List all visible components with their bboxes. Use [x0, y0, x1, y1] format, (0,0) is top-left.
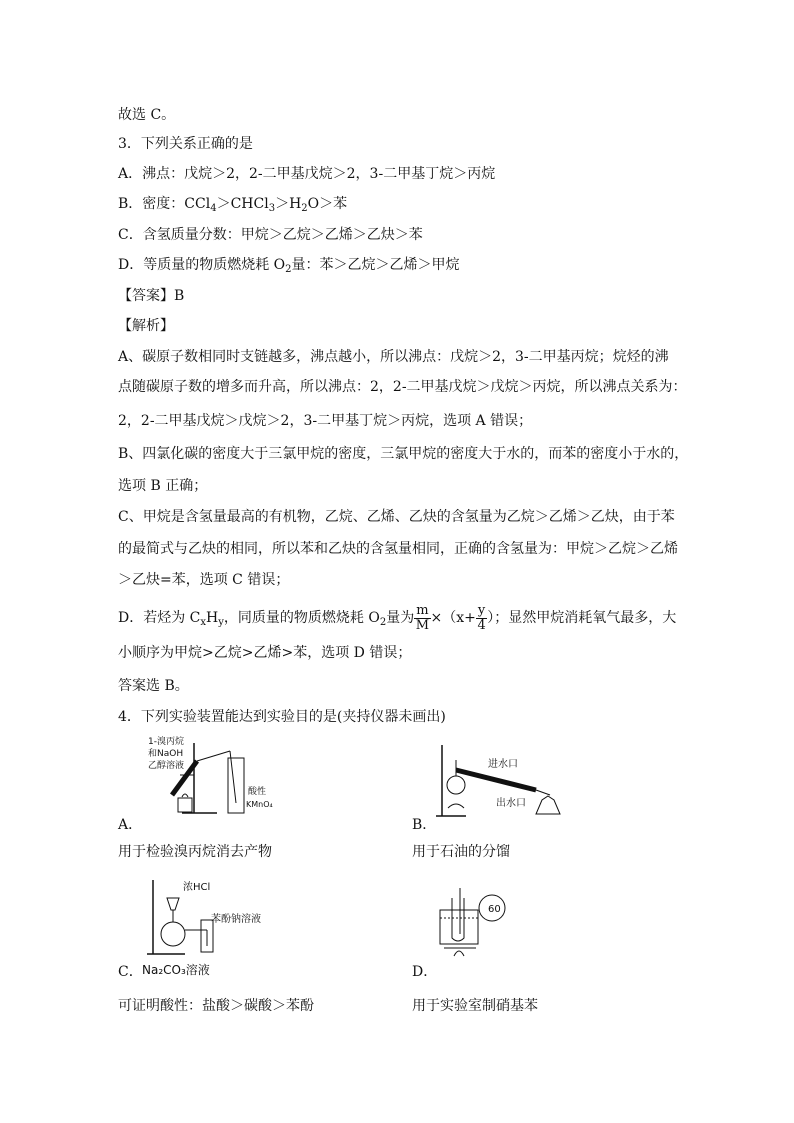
- denominator: M: [415, 617, 430, 633]
- figure-d-letter: D．: [412, 964, 438, 980]
- text: ＞CHCl: [216, 196, 269, 212]
- option-a: A．沸点：戊烷＞2，2-二甲基戊烷＞2，3-二甲基丁烷＞丙烷: [118, 166, 496, 182]
- subscript: x: [200, 617, 207, 628]
- numerator: y: [477, 602, 486, 618]
- option-b: [118, 193, 347, 220]
- analysis-line: 选项 B 正确；: [118, 478, 208, 494]
- figure-b-caption: 用于石油的分馏: [412, 844, 510, 860]
- fraction-m-over-M: [414, 604, 430, 633]
- figure-a-label: 酸性: [248, 787, 267, 797]
- text-line: 故选 C。: [118, 107, 176, 123]
- figure-a-letter: A．: [118, 817, 143, 833]
- figure-d-apparatus: [436, 886, 506, 966]
- subscript: 4: [210, 203, 217, 214]
- text: ，同质量的物质燃烧耗 O: [223, 610, 380, 626]
- subscript: 2: [285, 264, 292, 275]
- subscript: 3: [268, 203, 276, 214]
- figure-c-label: 浓HCl: [183, 882, 211, 893]
- text: ）；显然甲烷消耗氧气最多，大: [487, 610, 677, 626]
- denominator: 4: [477, 617, 486, 633]
- analysis-line: B、四氯化碳的密度大于三氯甲烷的密度，三氯甲烷的密度大于水的，而苯的密度小于水的，: [118, 446, 689, 462]
- subscript: 2: [301, 203, 308, 214]
- text: 量：苯＞乙烷＞乙烯＞甲烷: [291, 257, 460, 273]
- answer-label: 【答案】B: [118, 288, 185, 304]
- analysis-line: 2，2-二甲基戊烷＞戊烷＞2，3-二甲基丁烷＞丙烷，选项 A 错误；: [118, 413, 533, 429]
- text: 量为: [386, 610, 415, 626]
- figure-a-label: 和NaOH: [148, 749, 184, 759]
- figure-a-apparatus: [142, 733, 292, 818]
- figure-a-caption: 用于检验溴丙烷消去产物: [118, 844, 272, 860]
- figure-c-letter: C．: [118, 964, 143, 980]
- text: B．密度：CCl: [118, 196, 211, 212]
- analysis-line: 点随碳原子数的增多而升高，所以沸点：2，2-二甲基戊烷＞戊烷＞丙烷，所以沸点关系为：: [118, 379, 687, 395]
- figure-c-label: 苯酚钠溶液: [211, 914, 261, 925]
- analysis-line: A、碳原子数相同时支链越多，沸点越小，所以沸点：戊烷＞2，3-二甲基丙烷；烷烃的沸: [118, 349, 669, 365]
- text: D．等质量的物质燃烧耗 O: [118, 257, 286, 273]
- fraction-y-over-4: [476, 604, 487, 633]
- analysis-line: 小顺序为甲烷>乙烷>乙烯>苯，选项 D 错误；: [118, 645, 412, 661]
- figure-a-label: KMnO₄: [246, 800, 273, 809]
- figure-a-label: 1-溴丙烷: [148, 737, 184, 747]
- figure-b-label: 出水口: [496, 798, 526, 809]
- figure-b-apparatus: [436, 740, 586, 820]
- conclusion: 答案选 B。: [118, 678, 189, 694]
- text: D．若烃为 C: [118, 610, 201, 626]
- subscript: 2: [379, 617, 387, 628]
- figure-d-caption: 用于实验室制硝基苯: [412, 998, 538, 1014]
- figure-b-letter: B．: [412, 817, 437, 833]
- analysis-line: ＞乙炔=苯，选项 C 错误；: [118, 572, 290, 588]
- figure-c-caption: 可证明酸性：盐酸＞碳酸＞苯酚: [118, 998, 314, 1014]
- figure-c-apparatus: [145, 876, 275, 956]
- analysis-label: 【解析】: [118, 318, 174, 334]
- figure-d-label: 60: [488, 904, 501, 915]
- figure-c-label: Na₂CO₃溶液: [142, 963, 210, 977]
- numerator: m: [416, 602, 429, 618]
- question-3-stem: 3．下列关系正确的是: [118, 136, 253, 152]
- question-4-stem: 4．下列实验装置能达到实验目的是(夹持仪器未画出): [118, 709, 446, 725]
- analysis-line: C、甲烷是含氢量最高的有机物，乙烷、乙烯、乙炔的含氢量为乙烷＞乙烯＞乙炔，由于苯: [118, 509, 675, 525]
- figure-b-label: 进水口: [488, 759, 518, 770]
- subscript: y: [218, 617, 224, 628]
- text: H: [206, 610, 219, 626]
- analysis-line: 的最简式与乙炔的相同，所以苯和乙炔的含氢量相同，正确的含氢量为：甲烷＞乙烷＞乙烯: [118, 541, 678, 557]
- option-d: [118, 254, 460, 281]
- option-c: C．含氢质量分数：甲烷＞乙烷＞乙烯＞乙炔＞苯: [118, 227, 423, 243]
- figure-a-label: 乙醇溶液: [148, 761, 185, 771]
- analysis-line-formula: [118, 603, 676, 638]
- text: O＞苯: [307, 196, 348, 212]
- text: ×（x+: [430, 610, 476, 626]
- text: ＞H: [275, 196, 302, 212]
